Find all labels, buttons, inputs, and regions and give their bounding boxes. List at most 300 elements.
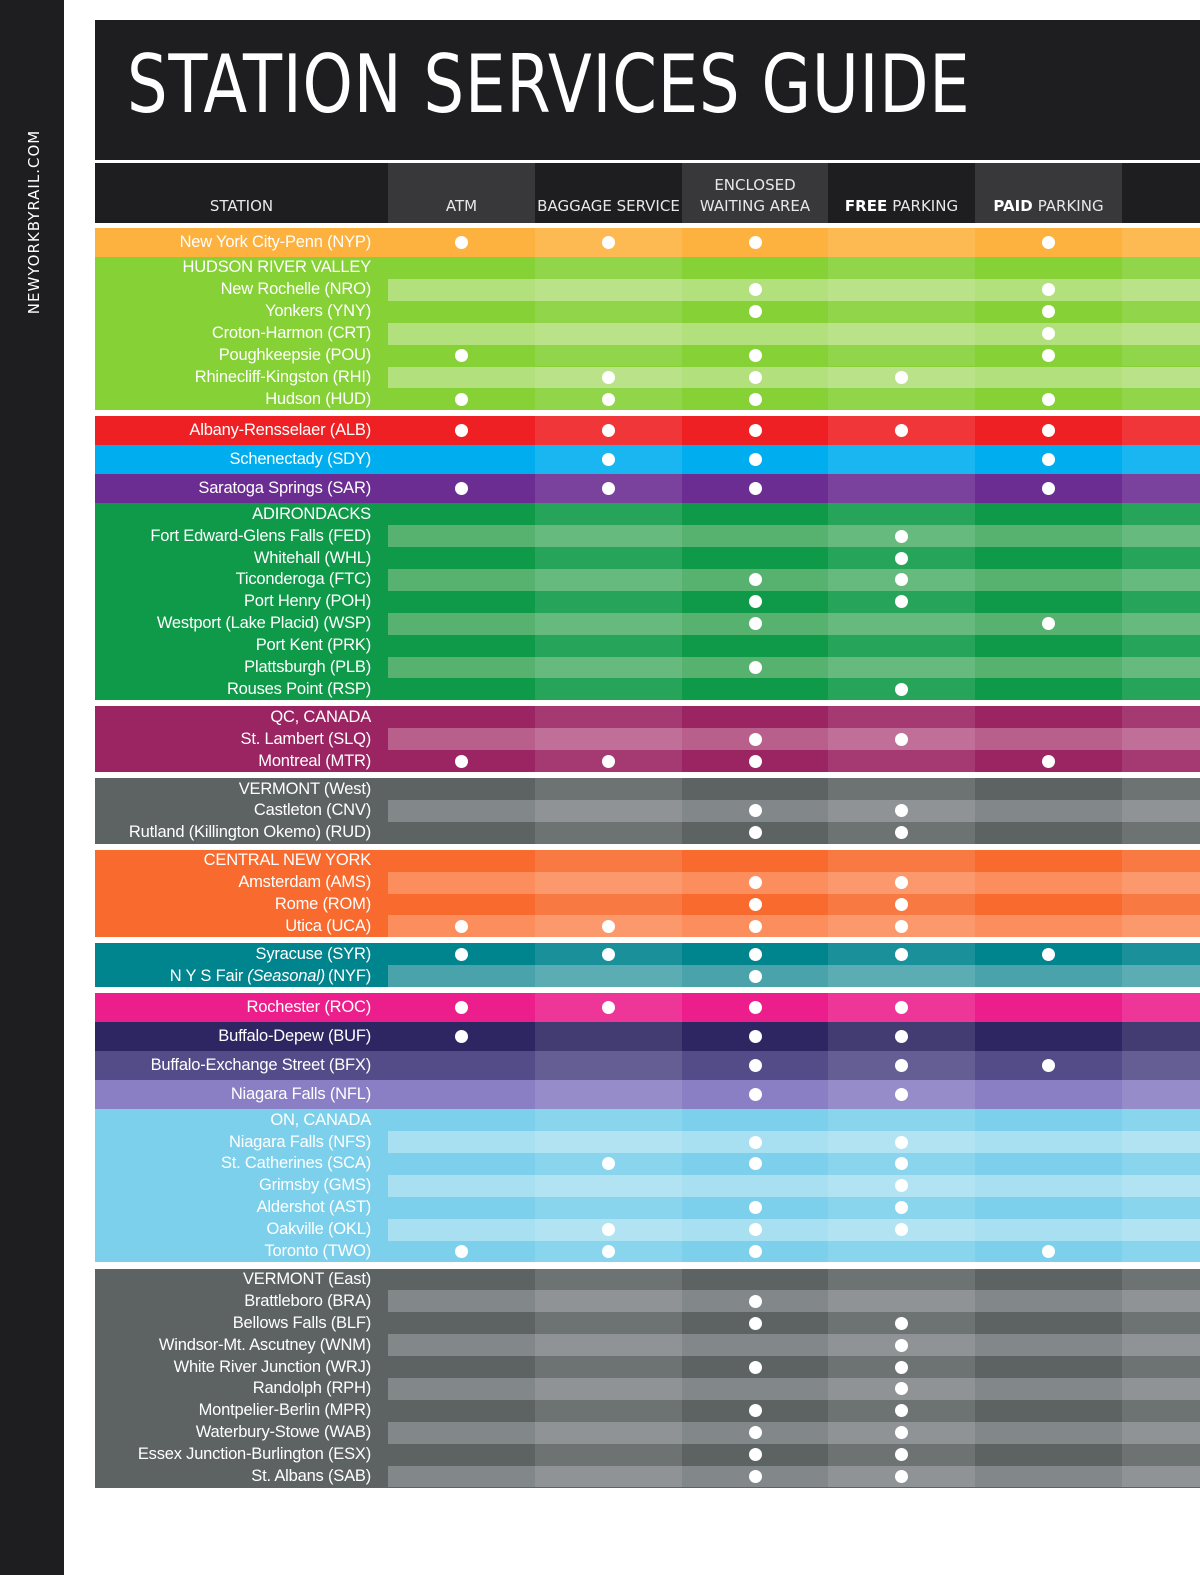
service-cell <box>388 323 535 345</box>
station-row <box>95 1466 1200 1488</box>
service-cell <box>1122 525 1200 547</box>
service-cell <box>535 257 682 279</box>
service-cell <box>828 279 975 301</box>
station-group <box>95 228 1200 257</box>
service-available-dot <box>895 920 908 933</box>
service-available-dot <box>602 755 615 768</box>
station-row <box>95 388 1200 410</box>
service-cell <box>828 1022 975 1051</box>
station-name-text: Saratoga Springs (SAR) <box>198 479 371 498</box>
station-name-text: St. Catherines (SCA) <box>220 1154 371 1173</box>
service-cell <box>828 750 975 772</box>
station-name-text: Albany-Rensselaer (ALB) <box>189 421 371 440</box>
service-cell <box>975 728 1122 750</box>
service-available-dot <box>895 1470 908 1483</box>
service-cell <box>975 1080 1122 1109</box>
service-cell <box>388 850 535 872</box>
service-cell <box>388 503 535 525</box>
region-header-row <box>95 850 1200 872</box>
service-available-dot <box>895 1223 908 1236</box>
column-header-baggage <box>535 163 682 223</box>
service-available-dot <box>749 755 762 768</box>
station-row <box>95 323 1200 345</box>
service-cell <box>388 1051 535 1080</box>
service-cell <box>535 613 682 635</box>
service-available-dot <box>749 424 762 437</box>
service-available-dot <box>895 1157 908 1170</box>
service-cell <box>535 1175 682 1197</box>
service-cell <box>682 345 828 367</box>
station-row <box>95 1153 1200 1175</box>
station-name <box>95 1422 371 1444</box>
service-cell <box>828 416 975 445</box>
service-cell <box>828 728 975 750</box>
station-row <box>95 965 1200 987</box>
service-cell <box>682 279 828 301</box>
column-header-baggage-label: BAGGAGE SERVICE <box>537 197 680 215</box>
service-cell <box>682 1022 828 1051</box>
service-cell <box>975 635 1122 657</box>
service-cell <box>1122 728 1200 750</box>
service-available-dot <box>895 733 908 746</box>
service-available-dot <box>1042 482 1055 495</box>
service-available-dot <box>1042 393 1055 406</box>
service-cell <box>682 1109 828 1131</box>
station-name-text: Castleton (CNV) <box>253 801 371 820</box>
service-cell <box>1122 822 1200 844</box>
service-cell <box>535 1051 682 1080</box>
station-row <box>95 915 1200 937</box>
service-cell <box>828 1334 975 1356</box>
service-cell <box>682 894 828 916</box>
station-name <box>95 872 371 894</box>
service-cell <box>975 1175 1122 1197</box>
service-available-dot <box>895 1317 908 1330</box>
service-cell <box>1122 345 1200 367</box>
service-cell <box>535 1312 682 1334</box>
service-cell <box>388 993 535 1022</box>
service-available-dot <box>895 552 908 565</box>
service-cell <box>1122 257 1200 279</box>
column-header-atm-label: ATM <box>445 197 478 215</box>
station-row <box>95 1022 1200 1051</box>
service-cell <box>535 1356 682 1378</box>
service-cell <box>828 1131 975 1153</box>
service-available-dot <box>749 948 762 961</box>
service-available-dot <box>749 1404 762 1417</box>
service-cell <box>828 1153 975 1175</box>
service-cell <box>975 323 1122 345</box>
service-cell <box>1122 635 1200 657</box>
service-cell <box>682 1422 828 1444</box>
service-cell <box>975 388 1122 410</box>
station-code: (NYF) <box>328 966 371 985</box>
service-cell <box>1122 503 1200 525</box>
service-available-dot <box>895 1448 908 1461</box>
service-cell <box>1122 1269 1200 1291</box>
station-name <box>95 678 371 700</box>
station-row <box>95 1312 1200 1334</box>
service-cell <box>535 894 682 916</box>
service-cell <box>388 569 535 591</box>
service-cell <box>682 591 828 613</box>
service-cell <box>388 1131 535 1153</box>
service-cell <box>682 872 828 894</box>
service-cell <box>975 569 1122 591</box>
station-group <box>95 706 1200 772</box>
service-available-dot <box>749 393 762 406</box>
station-name-text: Buffalo-Exchange Street (BFX) <box>150 1056 371 1075</box>
station-row <box>95 678 1200 700</box>
service-cell <box>388 228 535 257</box>
station-row <box>95 591 1200 613</box>
service-cell <box>1122 965 1200 987</box>
station-name-text: Croton-Harmon (CRT) <box>211 324 371 343</box>
service-available-dot <box>602 424 615 437</box>
service-cell <box>682 1269 828 1291</box>
service-cell <box>388 1175 535 1197</box>
service-cell <box>1122 993 1200 1022</box>
service-available-dot <box>455 393 468 406</box>
service-cell <box>975 1400 1122 1422</box>
service-cell <box>388 915 535 937</box>
service-cell <box>828 822 975 844</box>
station-row <box>95 1378 1200 1400</box>
service-cell <box>535 1378 682 1400</box>
service-cell <box>682 1312 828 1334</box>
station-row <box>95 228 1200 257</box>
service-available-dot <box>895 683 908 696</box>
service-available-dot <box>749 573 762 586</box>
service-cell <box>828 872 975 894</box>
region-header-row <box>95 1109 1200 1131</box>
service-available-dot <box>895 1179 908 1192</box>
service-cell <box>682 503 828 525</box>
service-cell <box>1122 1080 1200 1109</box>
service-cell <box>1122 1466 1200 1488</box>
service-cell <box>1122 1131 1200 1153</box>
service-cell <box>682 657 828 679</box>
service-available-dot <box>749 1136 762 1149</box>
service-available-dot <box>895 1136 908 1149</box>
service-cell <box>1122 750 1200 772</box>
station-name-text: Hudson (HUD) <box>265 389 371 408</box>
service-available-dot <box>1042 349 1055 362</box>
station-name-text: Montreal (MTR) <box>258 751 371 770</box>
station-row <box>95 1175 1200 1197</box>
service-cell <box>388 657 535 679</box>
station-row <box>95 1131 1200 1153</box>
column-header-station-label: STATION <box>209 197 274 215</box>
service-cell <box>535 388 682 410</box>
service-cell <box>828 635 975 657</box>
service-available-dot <box>602 1223 615 1236</box>
service-cell <box>1122 416 1200 445</box>
service-available-dot <box>749 1030 762 1043</box>
service-available-dot <box>749 283 762 296</box>
region-header-row <box>95 503 1200 525</box>
service-available-dot <box>455 236 468 249</box>
service-cell <box>828 894 975 916</box>
service-cell <box>828 1051 975 1080</box>
service-cell <box>1122 547 1200 569</box>
station-row <box>95 822 1200 844</box>
service-available-dot <box>895 1201 908 1214</box>
station-name-text: Whitehall (WHL) <box>253 548 371 567</box>
column-header-free-bold: FREE <box>844 197 888 215</box>
service-cell <box>828 1356 975 1378</box>
service-cell <box>975 1422 1122 1444</box>
service-cell <box>682 965 828 987</box>
service-cell <box>975 915 1122 937</box>
service-cell <box>535 822 682 844</box>
service-cell <box>828 301 975 323</box>
service-cell <box>828 706 975 728</box>
service-available-dot <box>895 1404 908 1417</box>
service-cell <box>975 1153 1122 1175</box>
station-name <box>95 894 371 916</box>
region-name: ADIRONDACKS <box>95 503 371 525</box>
station-name <box>95 1175 371 1197</box>
service-available-dot <box>602 1001 615 1014</box>
service-available-dot <box>1042 755 1055 768</box>
service-available-dot <box>749 453 762 466</box>
station-name <box>95 1378 371 1400</box>
service-cell <box>975 1051 1122 1080</box>
service-cell <box>535 323 682 345</box>
service-cell <box>682 228 828 257</box>
service-cell <box>828 1219 975 1241</box>
service-cell <box>388 1269 535 1291</box>
service-available-dot <box>895 826 908 839</box>
service-cell <box>535 1466 682 1488</box>
column-header-paid-parking <box>975 163 1122 223</box>
station-name-text: Oakville (OKL) <box>266 1220 371 1239</box>
service-cell <box>682 1153 828 1175</box>
service-cell <box>975 279 1122 301</box>
service-cell <box>682 1334 828 1356</box>
service-cell <box>1122 591 1200 613</box>
service-available-dot <box>455 920 468 933</box>
region-header-row <box>95 778 1200 800</box>
service-cell <box>828 388 975 410</box>
service-cell <box>535 591 682 613</box>
service-cell <box>535 345 682 367</box>
station-name <box>95 591 371 613</box>
service-cell <box>828 1378 975 1400</box>
service-cell <box>682 993 828 1022</box>
service-cell <box>975 1241 1122 1263</box>
service-cell <box>388 388 535 410</box>
service-cell <box>535 1444 682 1466</box>
service-cell <box>828 1109 975 1131</box>
service-cell <box>535 367 682 389</box>
station-row <box>95 1051 1200 1080</box>
service-cell <box>828 591 975 613</box>
service-cell <box>828 1175 975 1197</box>
service-cell <box>828 323 975 345</box>
station-row <box>95 474 1200 503</box>
column-header-free-rest: PARKING <box>892 197 959 215</box>
station-name-text: Poughkeepsie (POU) <box>218 346 371 365</box>
service-cell <box>682 706 828 728</box>
station-name-text: Utica (UCA) <box>285 916 371 935</box>
service-cell <box>828 678 975 700</box>
service-cell <box>535 1290 682 1312</box>
service-available-dot <box>895 1088 908 1101</box>
service-available-dot <box>749 305 762 318</box>
service-available-dot <box>749 1059 762 1072</box>
station-name <box>95 657 371 679</box>
service-cell <box>1122 1219 1200 1241</box>
service-cell <box>388 1080 535 1109</box>
service-cell <box>975 547 1122 569</box>
service-cell <box>535 1131 682 1153</box>
service-cell <box>1122 1400 1200 1422</box>
service-available-dot <box>455 482 468 495</box>
station-name <box>95 1131 371 1153</box>
service-available-dot <box>749 236 762 249</box>
service-cell <box>388 1400 535 1422</box>
service-cell <box>535 1109 682 1131</box>
service-cell <box>828 228 975 257</box>
station-group <box>95 416 1200 445</box>
service-cell <box>682 678 828 700</box>
service-cell <box>828 613 975 635</box>
service-cell <box>535 915 682 937</box>
service-cell <box>388 894 535 916</box>
station-row <box>95 1197 1200 1219</box>
station-group <box>95 993 1200 1022</box>
service-cell <box>975 591 1122 613</box>
service-available-dot <box>749 1361 762 1374</box>
service-available-dot <box>749 1001 762 1014</box>
service-cell <box>828 547 975 569</box>
service-available-dot <box>455 349 468 362</box>
service-cell <box>975 1444 1122 1466</box>
station-name <box>95 822 371 844</box>
service-available-dot <box>602 1245 615 1258</box>
service-cell <box>388 279 535 301</box>
station-row <box>95 345 1200 367</box>
station-row <box>95 800 1200 822</box>
service-available-dot <box>749 1470 762 1483</box>
station-name-text: Fort Edward-Glens Falls (FED) <box>150 526 371 545</box>
station-name <box>95 1356 371 1378</box>
station-name <box>95 474 371 503</box>
service-cell <box>1122 1153 1200 1175</box>
service-cell <box>1122 279 1200 301</box>
service-available-dot <box>1042 327 1055 340</box>
station-row <box>95 728 1200 750</box>
service-cell <box>535 635 682 657</box>
service-cell <box>975 965 1122 987</box>
service-cell <box>535 1334 682 1356</box>
service-cell <box>828 345 975 367</box>
region-name: HUDSON RIVER VALLEY <box>95 257 371 279</box>
station-name-text: Aldershot (AST) <box>256 1198 371 1217</box>
station-name <box>95 1219 371 1241</box>
station-name-text: Schenectady (SDY) <box>229 450 371 469</box>
service-available-dot <box>749 617 762 630</box>
service-cell <box>828 943 975 965</box>
service-available-dot <box>455 424 468 437</box>
service-cell <box>388 635 535 657</box>
service-available-dot <box>895 371 908 384</box>
service-cell <box>682 323 828 345</box>
service-cell <box>535 503 682 525</box>
service-available-dot <box>749 1088 762 1101</box>
station-name <box>95 1197 371 1219</box>
service-cell <box>1122 1022 1200 1051</box>
sidebar <box>0 0 64 1575</box>
service-cell <box>828 993 975 1022</box>
service-available-dot <box>749 1245 762 1258</box>
service-cell <box>388 345 535 367</box>
service-cell <box>1122 1334 1200 1356</box>
service-cell <box>535 706 682 728</box>
service-cell <box>1122 915 1200 937</box>
service-cell <box>975 993 1122 1022</box>
station-group <box>95 1051 1200 1080</box>
service-cell <box>1122 1378 1200 1400</box>
service-cell <box>388 943 535 965</box>
service-cell <box>388 367 535 389</box>
service-available-dot <box>749 1157 762 1170</box>
service-cell <box>535 445 682 474</box>
service-cell <box>828 1422 975 1444</box>
station-name-text: Niagara Falls (NFL) <box>230 1085 371 1104</box>
service-available-dot <box>455 1001 468 1014</box>
service-cell <box>975 800 1122 822</box>
service-available-dot <box>749 920 762 933</box>
service-cell <box>828 1080 975 1109</box>
station-name-text: White River Junction (WRJ) <box>173 1357 371 1376</box>
region-name: VERMONT (West) <box>95 778 371 800</box>
service-available-dot <box>749 482 762 495</box>
service-cell <box>535 1197 682 1219</box>
service-available-dot <box>895 804 908 817</box>
service-cell <box>828 1197 975 1219</box>
service-available-dot <box>749 595 762 608</box>
station-name <box>95 569 371 591</box>
service-available-dot <box>895 876 908 889</box>
service-cell <box>682 1444 828 1466</box>
service-cell <box>682 445 828 474</box>
service-cell <box>388 750 535 772</box>
station-row <box>95 943 1200 965</box>
service-cell <box>1122 778 1200 800</box>
station-name-text: St. Lambert (SLQ) <box>240 729 371 748</box>
service-cell <box>682 915 828 937</box>
service-cell <box>535 750 682 772</box>
station-name <box>95 1334 371 1356</box>
station-name-text: Waterbury-Stowe (WAB) <box>195 1423 371 1442</box>
service-cell <box>828 778 975 800</box>
column-header-station <box>95 163 388 223</box>
service-cell <box>975 474 1122 503</box>
service-cell <box>682 257 828 279</box>
service-cell <box>682 301 828 323</box>
service-cell <box>535 1219 682 1241</box>
service-available-dot <box>749 1448 762 1461</box>
station-row <box>95 993 1200 1022</box>
service-cell <box>1122 1051 1200 1080</box>
service-cell <box>828 445 975 474</box>
service-cell <box>828 1312 975 1334</box>
service-available-dot <box>749 876 762 889</box>
service-cell <box>1122 228 1200 257</box>
